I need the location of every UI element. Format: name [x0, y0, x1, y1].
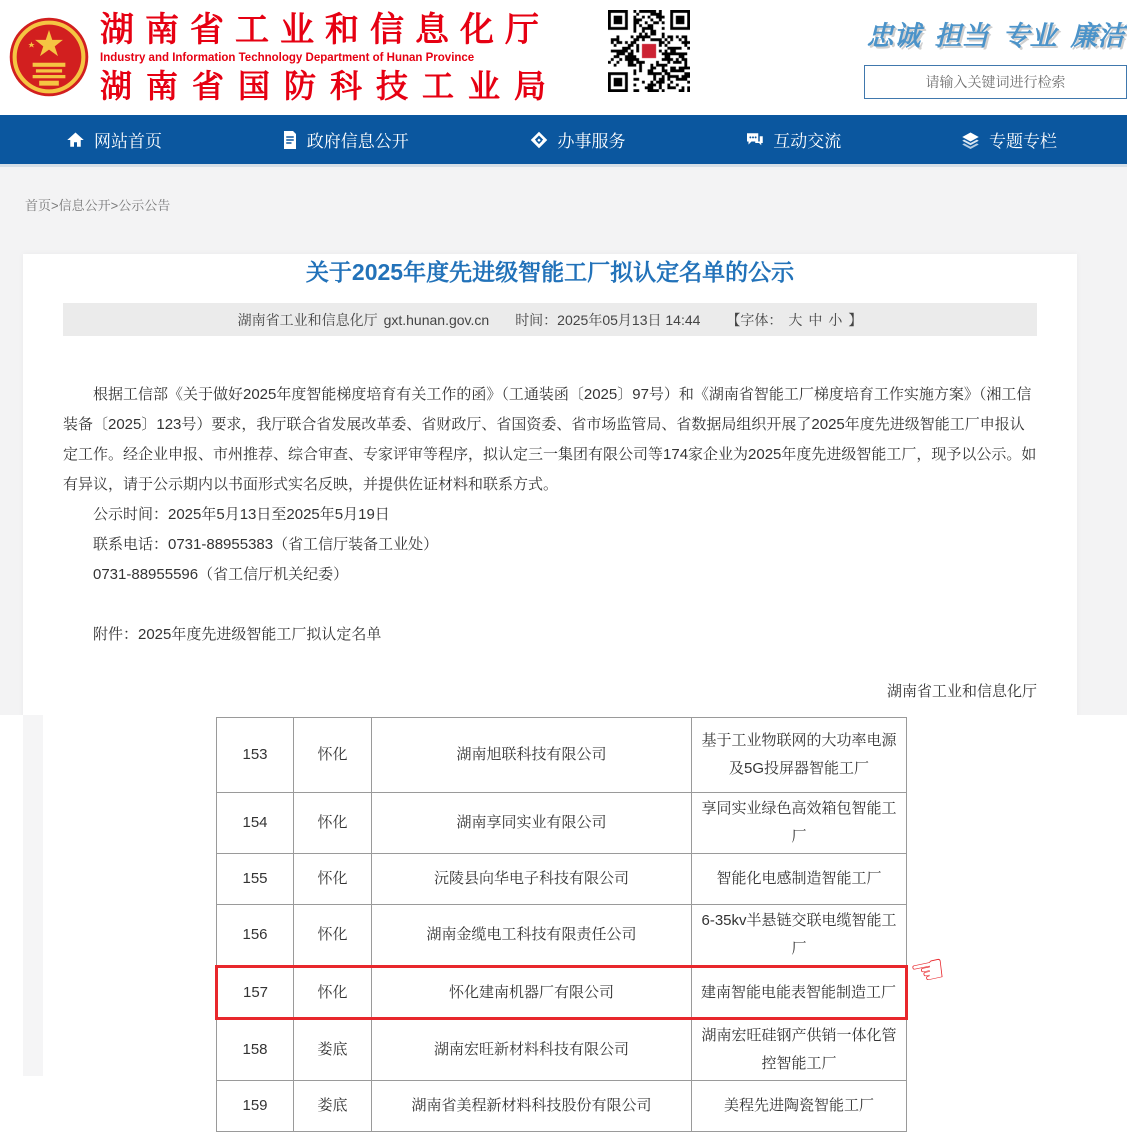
cell-factory: 基于工业物联网的大功率电源及5G投屏器智能工厂 [692, 718, 907, 793]
article-body [63, 380, 1037, 650]
cell-factory: 智能化电感制造智能工厂 [692, 854, 907, 905]
cell-no: 154 [217, 793, 294, 854]
cell-no: 153 [217, 718, 294, 793]
table-row-highlighted [217, 967, 907, 1019]
org-title-2: 湖南省国防科技工业局 [100, 68, 561, 104]
breadcrumb-info[interactable]: 信息公开 [58, 198, 111, 213]
cell-city: 怀化 [294, 967, 372, 1019]
breadcrumb-notices[interactable]: 公示公告 [118, 198, 171, 213]
nav-item-label: 政府信息公开 [306, 132, 409, 151]
table-row [217, 854, 907, 905]
nav-item-label: 办事服务 [557, 132, 626, 151]
attachment-table-section [0, 715, 1127, 1114]
cell-company: 沅陵县向华电子科技有限公司 [372, 854, 692, 905]
cell-company: 湖南省美程新材料科技股份有限公司 [372, 1081, 692, 1132]
page-area [0, 167, 1127, 715]
page-edge-strip [23, 715, 43, 1076]
table-row [217, 1019, 907, 1081]
font-size-label: 【字体： [726, 311, 783, 328]
nav-item-label: 网站首页 [94, 132, 162, 151]
cell-company: 怀化建南机器厂有限公司 [372, 967, 692, 1019]
national-emblem-logo [8, 12, 90, 102]
cell-company: 湖南旭联科技有限公司 [372, 718, 692, 793]
chat-icon [745, 131, 764, 149]
attachment-line: 附件：2025年度先进级智能工厂拟认定名单 [93, 626, 382, 643]
breadcrumb-separator: > [110, 198, 119, 213]
cell-company: 湖南享同实业有限公司 [372, 793, 692, 854]
search-box [864, 65, 1127, 99]
slogan-word: 专业 [1002, 21, 1057, 51]
nav-item-interaction[interactable] [745, 127, 841, 152]
cell-city: 娄底 [294, 1081, 372, 1132]
article-paragraph: 根据工信部《关于做好2025年度智能梯度培育有关工作的函》（工通装函〔2025〕97号）和《湖南省智能工厂梯度培育工作实施方案》（湘工信装备〔2025〕123号）要求，我厅联合省发展改革委、省财政厅、省国资委、省市场监管局、省数据局组织开展了2025年度先进级智能工厂申报认定工作。经企业申报、市州推荐、综合审查、专家评审等程序，拟认定三一集团有限公司等174家企业为2025年度先进级智能工厂，现予以公示。如有异议，请于公示期内以书面形式实名反映，并提供佐证材料和联系方式。 [63, 386, 1037, 493]
table-row [217, 718, 907, 793]
factory-list-table [215, 717, 908, 1132]
article-meta-bar [63, 303, 1037, 336]
breadcrumb-separator: > [51, 198, 59, 213]
cell-company: 湖南金缆电工科技有限责任公司 [372, 905, 692, 967]
font-size-large-button[interactable]: 大 [788, 311, 803, 328]
font-size-medium-button[interactable]: 中 [808, 311, 823, 328]
pointing-hand-icon: ☜ [905, 945, 951, 997]
signature-org: 湖南省工业和信息化厅 [886, 683, 1037, 700]
breadcrumb-home[interactable]: 首页 [25, 198, 52, 213]
cell-city: 怀化 [294, 905, 372, 967]
slogan-word: 忠诚 [866, 21, 921, 51]
article-time: 时间：2025年05月13日 14:44 [515, 311, 701, 328]
slogan [864, 14, 1127, 53]
cell-no: 155 [217, 854, 294, 905]
org-titles [100, 10, 560, 106]
article-card [23, 254, 1077, 741]
cell-company: 湖南宏旺新材料科技有限公司 [372, 1019, 692, 1081]
nav-item-label: 互动交流 [773, 132, 842, 151]
font-size-label-end: 】 [848, 311, 863, 328]
cell-factory: 享同实业绿色高效箱包智能工厂 [692, 793, 907, 854]
article-source: 湖南省工业和信息化厅 [237, 311, 378, 328]
cell-no: 158 [217, 1019, 294, 1081]
cell-no: 156 [217, 905, 294, 967]
search-input[interactable] [865, 66, 1126, 98]
cell-no: 159 [217, 1081, 294, 1132]
breadcrumb [0, 167, 1127, 226]
site-header [0, 0, 1127, 115]
nav-item-topics[interactable] [961, 127, 1057, 152]
cell-factory: 美程先进陶瓷智能工厂 [692, 1081, 907, 1132]
nav-item-label: 专题专栏 [989, 132, 1057, 151]
layers-icon [961, 131, 980, 149]
cell-factory: 建南智能电能表智能制造工厂 [692, 967, 907, 1019]
document-icon [282, 131, 298, 149]
cell-no: 157 [217, 967, 294, 1019]
notice-period-line: 公示时间：2025年5月13日至2025年5月19日 [93, 506, 390, 523]
nav-item-services[interactable] [529, 127, 626, 152]
table-row [217, 793, 907, 854]
article-title: 关于2025年度先进级智能工厂拟认定名单的公示 [305, 259, 795, 285]
cell-city: 娄底 [294, 1019, 372, 1081]
slogan-word: 担当 [934, 21, 989, 51]
nav-item-home[interactable] [66, 127, 162, 152]
nav-item-gov-info[interactable] [282, 127, 409, 152]
font-size-small-button[interactable]: 小 [828, 311, 843, 328]
slogan-word: 廉洁 [1070, 21, 1125, 51]
cell-factory: 湖南宏旺硅钢产供销一体化管控智能工厂 [692, 1019, 907, 1081]
cell-city: 怀化 [294, 854, 372, 905]
qr-code [608, 10, 690, 92]
cell-city: 怀化 [294, 718, 372, 793]
cell-factory: 6-35kv半悬链交联电缆智能工厂 [692, 905, 907, 967]
cell-city: 怀化 [294, 793, 372, 854]
handshake-icon [529, 131, 549, 149]
home-icon [66, 131, 85, 149]
contact-phone-line: 联系电话：0731-88955383（省工信厅装备工业处） [93, 536, 439, 553]
contact-phone-line-2: 0731-88955596（省工信厅机关纪委） [93, 566, 349, 583]
table-row [217, 905, 907, 967]
org-subtitle-en: Industry and Information Technology Department of Hunan Province [100, 52, 475, 64]
table-row [217, 1081, 907, 1132]
main-nav [0, 115, 1127, 167]
article-source-site: gxt.hunan.gov.cn [383, 311, 490, 328]
org-title: 湖南省工业和信息化厅 [100, 11, 550, 49]
